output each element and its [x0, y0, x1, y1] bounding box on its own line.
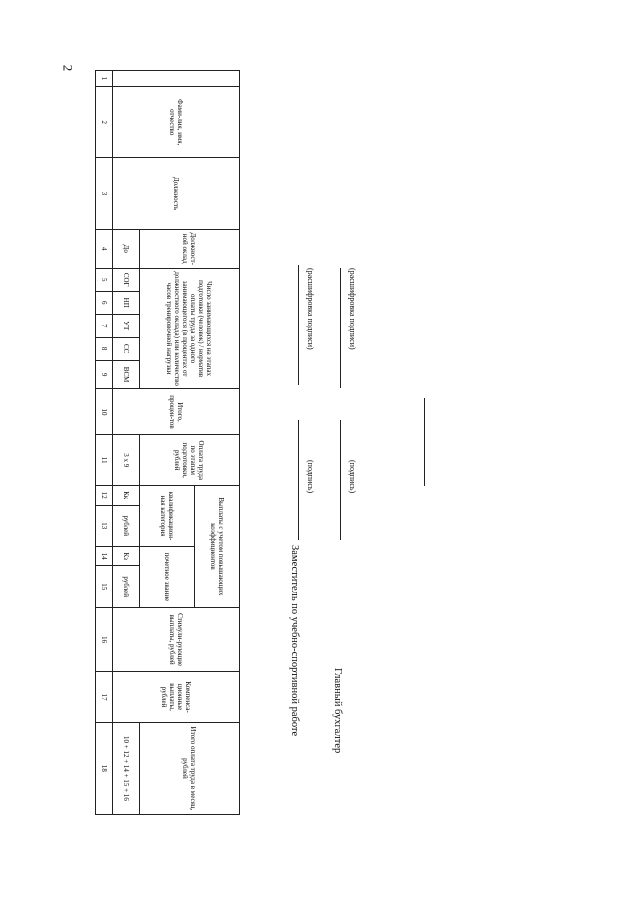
- sub-sog: СОГ: [112, 268, 139, 291]
- deputy-title: Заместитель по учебно-спортивной работе: [289, 545, 300, 737]
- col-num: 15: [96, 566, 113, 607]
- header-total-pct: Итого, процен-тов: [112, 389, 239, 435]
- sub-rub2: рублей: [112, 566, 139, 607]
- header-qual: квалификацион-ная категория: [139, 486, 195, 547]
- corner-cell: [112, 71, 239, 87]
- page-number: 2: [60, 64, 76, 72]
- col-num: 2: [96, 87, 113, 158]
- sub-kz: Кз: [112, 546, 139, 566]
- deputy-decode-line: [298, 265, 299, 385]
- sub-rub1: рублей: [112, 505, 139, 546]
- header-total: Итого оплата труда в месяц, рублей: [139, 722, 239, 814]
- col-num: 7: [96, 314, 113, 337]
- header-number: Число занимающихся на этапах подготовки (человек) / норматив оплаты труда за одного занимающегося (в процентах от должностного оклада) или количество часов тренировочной нагрузки: [139, 268, 239, 389]
- header-stim: Стимули-рующие выплаты, рублей: [112, 607, 239, 671]
- accountant-decode-caption: (расшифровка подписи): [348, 268, 357, 350]
- col-num: 16: [96, 607, 113, 671]
- accountant-signature-line: [340, 420, 341, 540]
- header-pay: Оплата труда по этапам подготовки, рублей: [139, 435, 239, 486]
- deputy-signature-caption: (подпись): [306, 460, 315, 494]
- col-num: 9: [96, 360, 113, 389]
- accountant-decode-line: [340, 268, 341, 388]
- col-num: 18: [96, 722, 113, 814]
- sub-np: НП: [112, 291, 139, 314]
- col-num: 1: [96, 71, 113, 87]
- sub-ss: СС: [112, 337, 139, 360]
- col-num: 11: [96, 435, 113, 486]
- col-num: 8: [96, 337, 113, 360]
- sub-kk: Кк: [112, 486, 139, 506]
- sub-formula-pay: 3 x 9: [112, 435, 139, 486]
- sub-ut: УТ: [112, 314, 139, 337]
- sub-do: До: [112, 229, 139, 268]
- header-honor: почетное звание: [139, 546, 195, 607]
- col-num: 12: [96, 486, 113, 506]
- sub-formula-total: 10 + 12 + 14 + 15 + 16: [112, 722, 139, 814]
- accountant-title: Главный бухгалтер: [332, 668, 343, 754]
- accountant-signature-caption: (подпись): [348, 460, 357, 494]
- header-salary: Должност-ной оклад: [139, 229, 239, 268]
- extra-signature-line: [424, 398, 425, 486]
- col-num: 5: [96, 268, 113, 291]
- deputy-signature-line: [298, 420, 299, 540]
- payroll-table: [95, 70, 240, 815]
- col-num: 10: [96, 389, 113, 435]
- header-position: Должность: [112, 158, 239, 229]
- col-num: 3: [96, 158, 113, 229]
- col-num: 4: [96, 229, 113, 268]
- payroll-table-wrapper: [95, 70, 240, 815]
- col-num: 13: [96, 505, 113, 546]
- sub-vsm: ВСМ: [112, 360, 139, 389]
- col-num: 6: [96, 291, 113, 314]
- deputy-decode-caption: (расшифровка подписи): [306, 268, 315, 350]
- header-fio: Фами-лия, имя, отчество: [112, 87, 239, 158]
- column-number-row: [96, 71, 113, 815]
- col-num: 14: [96, 546, 113, 566]
- header-payments: Выплаты с учетом повышающих коэффициентов: [195, 486, 240, 608]
- header-comp: Компенса-ционные выплаты, рублей: [112, 672, 239, 723]
- col-num: 17: [96, 672, 113, 723]
